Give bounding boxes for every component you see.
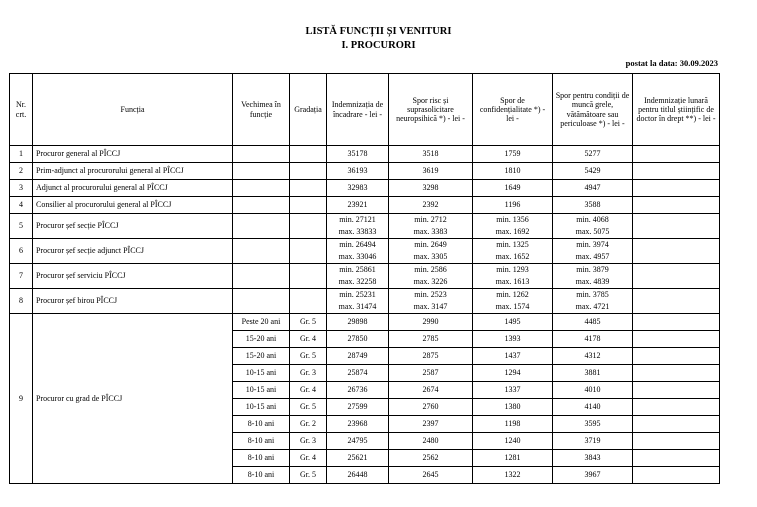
max-value: max. 3383 [413, 227, 448, 236]
min-value: min. 3879 [576, 265, 609, 274]
grade-cell [290, 163, 327, 180]
table-row [10, 163, 720, 180]
risk-bonus: 2645 [389, 467, 473, 484]
table-row [10, 214, 720, 239]
confidentiality-bonus: 1281 [473, 450, 553, 467]
confidentiality-bonus: 1810 [473, 163, 553, 180]
confidentiality-bonus: 1240 [473, 433, 553, 450]
min-value: min. 1262 [496, 290, 529, 299]
base-allowance: 36193 [327, 163, 389, 180]
grade-cell [290, 214, 327, 239]
risk-bonus: 2587 [389, 365, 473, 382]
risk-bonus-range [389, 289, 473, 314]
min-value: min. 1325 [496, 240, 529, 249]
col-spor-confidentialitate-header: Spor de confidențialitate *) - lei - [473, 74, 553, 146]
confidentiality-bonus-range [473, 239, 553, 264]
working-conditions-bonus-range [553, 214, 633, 239]
grade-cell: Gr. 3 [290, 365, 327, 382]
doctorate-allowance [633, 214, 720, 239]
doctorate-allowance [633, 146, 720, 163]
base-allowance: 25621 [327, 450, 389, 467]
col-vechime-header: Vechimea în funcție [233, 74, 290, 146]
working-conditions-bonus: 4947 [553, 180, 633, 197]
confidentiality-bonus: 1380 [473, 399, 553, 416]
doctorate-allowance [633, 365, 720, 382]
max-value: max. 4957 [575, 252, 610, 261]
col-doctor-header: Indemnizație lunară pentru titlul științific de doctor în drept **) - lei - [633, 74, 720, 146]
grade-cell: Gr. 4 [290, 450, 327, 467]
grade-cell: Gr. 5 [290, 314, 327, 331]
col-nr-header: Nr. crt. [10, 74, 33, 146]
function-name: Procuror șef secție adjunct PÎCCJ [33, 239, 233, 264]
seniority-cell: 15-20 ani [233, 331, 290, 348]
function-name: Procuror șef serviciu PÎCCJ [33, 264, 233, 289]
max-value: max. 33833 [338, 227, 377, 236]
table-row [10, 314, 720, 331]
base-allowance-range [327, 214, 389, 239]
base-allowance: 32983 [327, 180, 389, 197]
doctorate-allowance [633, 314, 720, 331]
confidentiality-bonus-range [473, 264, 553, 289]
seniority-cell [233, 264, 290, 289]
grade-cell: Gr. 5 [290, 467, 327, 484]
function-name: Procuror șef secție PÎCCJ [33, 214, 233, 239]
row-number: 9 [10, 314, 33, 484]
working-conditions-bonus: 5277 [553, 146, 633, 163]
working-conditions-bonus: 3843 [553, 450, 633, 467]
max-value: max. 4839 [575, 277, 610, 286]
col-gradatia-header: Gradația [290, 74, 327, 146]
working-conditions-bonus: 3719 [553, 433, 633, 450]
seniority-cell [233, 214, 290, 239]
table-row [10, 289, 720, 314]
function-name: Procuror general al PÎCCJ [33, 146, 233, 163]
confidentiality-bonus: 1196 [473, 197, 553, 214]
row-number: 6 [10, 239, 33, 264]
doctorate-allowance [633, 450, 720, 467]
confidentiality-bonus: 1294 [473, 365, 553, 382]
min-value: min. 27121 [339, 215, 376, 224]
working-conditions-bonus-range [553, 289, 633, 314]
salary-table [9, 73, 720, 484]
confidentiality-bonus: 1649 [473, 180, 553, 197]
seniority-cell [233, 239, 290, 264]
grade-cell: Gr. 5 [290, 399, 327, 416]
seniority-cell: 8-10 ani [233, 416, 290, 433]
risk-bonus: 2392 [389, 197, 473, 214]
working-conditions-bonus: 4010 [553, 382, 633, 399]
max-value: max. 4721 [575, 302, 610, 311]
row-number: 8 [10, 289, 33, 314]
working-conditions-bonus: 3881 [553, 365, 633, 382]
row-number: 5 [10, 214, 33, 239]
document-subtitle: I. PROCURORI [341, 40, 416, 51]
grade-cell: Gr. 5 [290, 348, 327, 365]
doctorate-allowance [633, 163, 720, 180]
confidentiality-bonus: 1759 [473, 146, 553, 163]
col-indemnizatie-header: Indemnizația de încadrare - lei - [327, 74, 389, 146]
risk-bonus: 2562 [389, 450, 473, 467]
seniority-cell [233, 289, 290, 314]
risk-bonus-range [389, 264, 473, 289]
risk-bonus: 3518 [389, 146, 473, 163]
grade-cell [290, 180, 327, 197]
working-conditions-bonus-range [553, 239, 633, 264]
table-row [10, 264, 720, 289]
base-allowance-range [327, 239, 389, 264]
base-allowance: 23968 [327, 416, 389, 433]
risk-bonus: 2990 [389, 314, 473, 331]
working-conditions-bonus: 5429 [553, 163, 633, 180]
table-row [10, 197, 720, 214]
doctorate-allowance [633, 348, 720, 365]
seniority-cell [233, 197, 290, 214]
risk-bonus-range [389, 214, 473, 239]
col-spor-conditii-header: Spor pentru condiții de muncă grele, vătămătoare sau periculoase *) - lei - [553, 74, 633, 146]
confidentiality-bonus: 1322 [473, 467, 553, 484]
doctorate-allowance [633, 467, 720, 484]
doctorate-allowance [633, 416, 720, 433]
seniority-cell: 8-10 ani [233, 467, 290, 484]
min-value: min. 2586 [414, 265, 447, 274]
max-value: max. 31474 [338, 302, 377, 311]
max-value: max. 33046 [338, 252, 377, 261]
grade-cell [290, 289, 327, 314]
doctorate-allowance [633, 399, 720, 416]
base-allowance: 29898 [327, 314, 389, 331]
row-number: 1 [10, 146, 33, 163]
base-allowance: 26736 [327, 382, 389, 399]
document-title: LISTĂ FUNCȚII ȘI VENITURI [305, 26, 452, 37]
grade-cell [290, 197, 327, 214]
working-conditions-bonus: 3588 [553, 197, 633, 214]
risk-bonus: 3619 [389, 163, 473, 180]
doctorate-allowance [633, 331, 720, 348]
min-value: min. 2712 [414, 215, 447, 224]
base-allowance: 35178 [327, 146, 389, 163]
risk-bonus: 2875 [389, 348, 473, 365]
posted-date: postat la data: 30.09.2023 [625, 58, 718, 68]
min-value: min. 3785 [576, 290, 609, 299]
seniority-cell: 10-15 ani [233, 365, 290, 382]
col-functia-header: Funcția [33, 74, 233, 146]
grade-cell: Gr. 3 [290, 433, 327, 450]
max-value: max. 3305 [413, 252, 448, 261]
max-value: max. 1613 [495, 277, 530, 286]
seniority-cell: Peste 20 ani [233, 314, 290, 331]
seniority-cell [233, 146, 290, 163]
working-conditions-bonus: 4312 [553, 348, 633, 365]
min-value: min. 3974 [576, 240, 609, 249]
row-number: 2 [10, 163, 33, 180]
confidentiality-bonus-range [473, 289, 553, 314]
seniority-cell: 8-10 ani [233, 433, 290, 450]
row-number: 4 [10, 197, 33, 214]
doctorate-allowance [633, 433, 720, 450]
doctorate-allowance [633, 264, 720, 289]
doctorate-allowance [633, 382, 720, 399]
working-conditions-bonus: 4178 [553, 331, 633, 348]
risk-bonus: 2480 [389, 433, 473, 450]
confidentiality-bonus: 1437 [473, 348, 553, 365]
seniority-cell: 10-15 ani [233, 382, 290, 399]
grade-cell: Gr. 4 [290, 331, 327, 348]
seniority-cell: 8-10 ani [233, 450, 290, 467]
max-value: max. 1652 [495, 252, 530, 261]
risk-bonus-range [389, 239, 473, 264]
table-row [10, 146, 720, 163]
max-value: max. 3147 [413, 302, 448, 311]
confidentiality-bonus: 1337 [473, 382, 553, 399]
min-value: min. 2649 [414, 240, 447, 249]
doctorate-allowance [633, 239, 720, 264]
doctorate-allowance [633, 180, 720, 197]
seniority-cell: 15-20 ani [233, 348, 290, 365]
function-name: Prim-adjunct al procurorului general al PÎCCJ [33, 163, 233, 180]
function-name: Adjunct al procurorului general al PÎCCJ [33, 180, 233, 197]
function-name: Procuror șef birou PÎCCJ [33, 289, 233, 314]
row-number: 3 [10, 180, 33, 197]
min-value: min. 25231 [339, 290, 376, 299]
grade-cell: Gr. 4 [290, 382, 327, 399]
working-conditions-bonus-range [553, 264, 633, 289]
doctorate-allowance [633, 197, 720, 214]
working-conditions-bonus: 4485 [553, 314, 633, 331]
min-value: min. 4068 [576, 215, 609, 224]
min-value: min. 26494 [339, 240, 376, 249]
col-spor-risc-header: Spor risc și suprasolicitare neuropsihică *) - lei - [389, 74, 473, 146]
base-allowance: 25874 [327, 365, 389, 382]
max-value: max. 1692 [495, 227, 530, 236]
grade-cell [290, 146, 327, 163]
confidentiality-bonus: 1393 [473, 331, 553, 348]
min-value: min. 25861 [339, 265, 376, 274]
row-number: 7 [10, 264, 33, 289]
confidentiality-bonus: 1495 [473, 314, 553, 331]
doctorate-allowance [633, 289, 720, 314]
base-allowance: 28749 [327, 348, 389, 365]
max-value: max. 32258 [338, 277, 377, 286]
risk-bonus: 2674 [389, 382, 473, 399]
function-name: Procuror cu grad de PÎCCJ [33, 314, 233, 484]
grade-cell [290, 264, 327, 289]
risk-bonus: 3298 [389, 180, 473, 197]
max-value: max. 5075 [575, 227, 610, 236]
seniority-cell [233, 163, 290, 180]
confidentiality-bonus-range [473, 214, 553, 239]
table-row [10, 239, 720, 264]
max-value: max. 1574 [495, 302, 530, 311]
risk-bonus: 2397 [389, 416, 473, 433]
min-value: min. 2523 [414, 290, 447, 299]
header-row [10, 74, 720, 146]
risk-bonus: 2785 [389, 331, 473, 348]
base-allowance-range [327, 289, 389, 314]
base-allowance: 26448 [327, 467, 389, 484]
base-allowance-range [327, 264, 389, 289]
min-value: min. 1293 [496, 265, 529, 274]
confidentiality-bonus: 1198 [473, 416, 553, 433]
grade-cell: Gr. 2 [290, 416, 327, 433]
working-conditions-bonus: 3595 [553, 416, 633, 433]
base-allowance: 23921 [327, 197, 389, 214]
base-allowance: 24795 [327, 433, 389, 450]
risk-bonus: 2760 [389, 399, 473, 416]
grade-cell [290, 239, 327, 264]
seniority-cell [233, 180, 290, 197]
table-row [10, 180, 720, 197]
seniority-cell: 10-15 ani [233, 399, 290, 416]
base-allowance: 27599 [327, 399, 389, 416]
min-value: min. 1356 [496, 215, 529, 224]
function-name: Consilier al procurorului general al PÎCCJ [33, 197, 233, 214]
base-allowance: 27850 [327, 331, 389, 348]
working-conditions-bonus: 4140 [553, 399, 633, 416]
max-value: max. 3226 [413, 277, 448, 286]
working-conditions-bonus: 3967 [553, 467, 633, 484]
